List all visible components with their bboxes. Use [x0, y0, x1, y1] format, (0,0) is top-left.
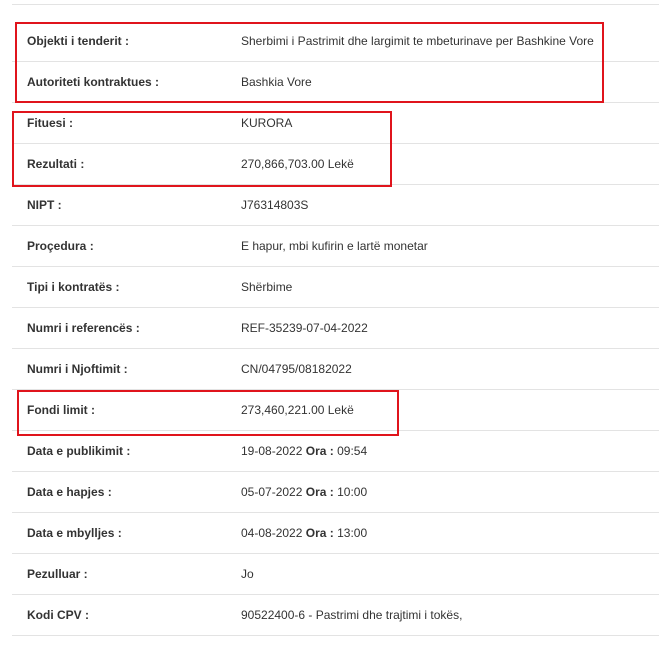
label-data-publikimit: Data e publikimit : [27, 444, 131, 458]
label-tipi-kontrates: Tipi i kontratës : [27, 280, 120, 294]
label-pezulluar: Pezulluar : [27, 567, 88, 581]
label-data-mbylljes: Data e mbylljes : [27, 526, 122, 540]
date-hapjes: 05-07-2022 [241, 485, 303, 499]
date-publikimit: 19-08-2022 [241, 444, 303, 458]
row-numri-njoftimit [12, 349, 659, 390]
row-data-publikimit [12, 431, 659, 472]
ora-label-hapjes: Ora : [305, 485, 334, 499]
value-objekti: Sherbimi i Pastrimit dhe largimit te mbeturinave per Bashkine Vore [241, 34, 594, 48]
label-nipt: NIPT : [27, 198, 62, 212]
label-objekti: Objekti i tenderit : [27, 34, 130, 48]
label-kodi-cpv: Kodi CPV : [27, 608, 89, 622]
value-rezultati: 270,866,703.00 Lekë [241, 157, 354, 171]
ora-label-publikimit: Ora : [305, 444, 334, 458]
value-procedura: E hapur, mbi kufirin e lartë monetar [241, 239, 428, 253]
value-data-mbylljes [241, 526, 367, 540]
row-pezulluar [12, 554, 659, 595]
label-procedura: Proçedura : [27, 239, 94, 253]
row-objekti [12, 21, 659, 62]
value-numri-njoftimit: CN/04795/08182022 [241, 362, 352, 376]
table-top-border [12, 4, 659, 5]
row-data-hapjes [12, 472, 659, 513]
label-data-hapjes: Data e hapjes : [27, 485, 112, 499]
row-procedura [12, 226, 659, 267]
label-numri-references: Numri i referencës : [27, 321, 140, 335]
tender-details-table [12, 21, 659, 636]
row-data-mbylljes [12, 513, 659, 554]
value-fondi-limit: 273,460,221.00 Lekë [241, 403, 354, 417]
row-numri-references [12, 308, 659, 349]
row-tipi-kontrates [12, 267, 659, 308]
value-nipt: J76314803S [241, 198, 309, 212]
label-rezultati: Rezultati : [27, 157, 85, 171]
row-fondi-limit [12, 390, 659, 431]
value-kodi-cpv: 90522400-6 - Pastrimi dhe trajtimi i tokës, [241, 608, 463, 622]
value-fituesi: KURORA [241, 116, 293, 130]
value-numri-references: REF-35239-07-04-2022 [241, 321, 368, 335]
ora-label-mbylljes: Ora : [305, 526, 334, 540]
time-publikimit: 09:54 [337, 444, 368, 458]
row-kodi-cpv [12, 595, 659, 636]
date-mbylljes: 04-08-2022 [241, 526, 303, 540]
value-autoriteti: Bashkia Vore [241, 75, 312, 89]
label-numri-njoftimit: Numri i Njoftimit : [27, 362, 128, 376]
label-autoriteti: Autoriteti kontraktues : [27, 75, 160, 89]
row-fituesi [12, 103, 659, 144]
time-mbylljes: 13:00 [337, 526, 368, 540]
row-autoriteti [12, 62, 659, 103]
label-fondi-limit: Fondi limit : [27, 403, 95, 417]
value-data-hapjes [241, 485, 367, 499]
value-pezulluar: Jo [241, 567, 254, 581]
row-nipt [12, 185, 659, 226]
value-tipi-kontrates: Shërbime [241, 280, 293, 294]
row-rezultati [12, 144, 659, 185]
time-hapjes: 10:00 [337, 485, 368, 499]
value-data-publikimit [241, 444, 367, 458]
label-fituesi: Fituesi : [27, 116, 74, 130]
